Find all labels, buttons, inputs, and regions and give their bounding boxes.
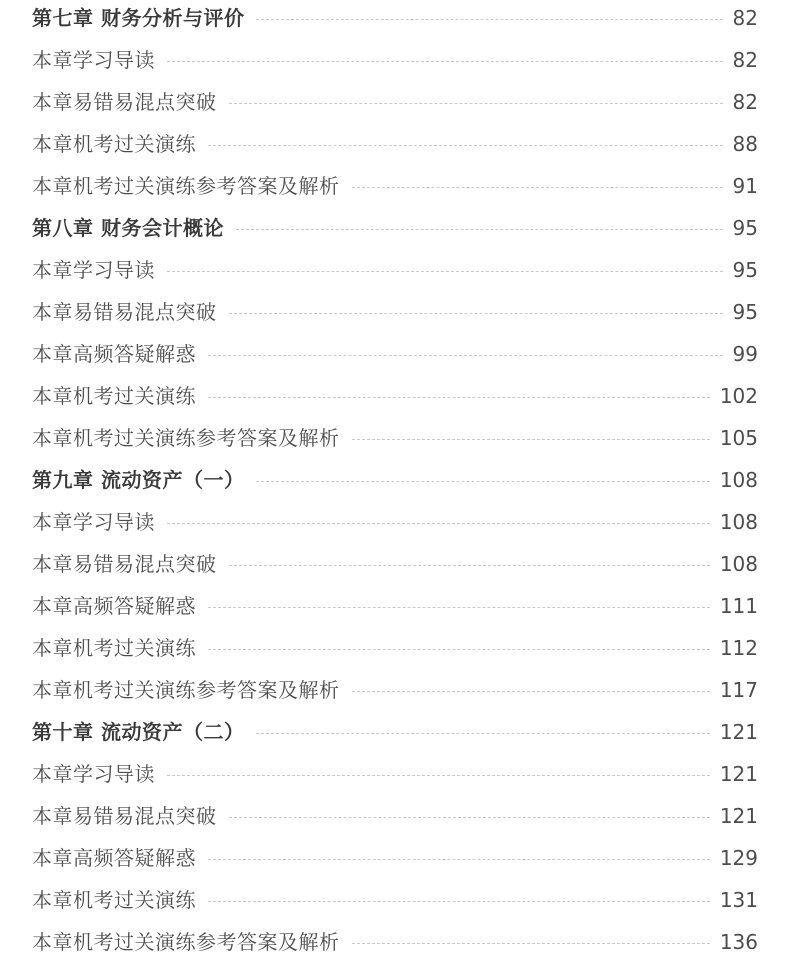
page-number: 95 — [732, 300, 758, 324]
page-number: 131 — [719, 888, 758, 912]
section-title: 本章易错易混点突破 — [32, 90, 217, 114]
toc-section-row[interactable] — [32, 543, 758, 585]
toc-section-row[interactable] — [32, 837, 758, 879]
page-number: 111 — [719, 594, 758, 618]
section-title: 本章机考过关演练参考答案及解析 — [32, 678, 340, 702]
toc-chapter-row[interactable] — [32, 207, 758, 249]
section-title: 本章易错易混点突破 — [32, 300, 217, 324]
section-title: 本章学习导读 — [32, 258, 155, 282]
page-number: 108 — [719, 552, 758, 576]
page-number: 99 — [732, 342, 758, 366]
toc-list — [32, 0, 758, 963]
dot-leader — [352, 943, 710, 944]
dot-leader — [352, 691, 710, 692]
dot-leader — [229, 817, 710, 818]
toc-section-row[interactable] — [32, 291, 758, 333]
section-title: 本章易错易混点突破 — [32, 552, 217, 576]
dot-leader — [167, 523, 710, 524]
toc-section-row[interactable] — [32, 795, 758, 837]
section-title: 本章机考过关演练 — [32, 888, 196, 912]
toc-section-row[interactable] — [32, 375, 758, 417]
toc-section-row[interactable] — [32, 123, 758, 165]
dot-leader — [229, 313, 723, 314]
page-number: 121 — [719, 720, 758, 744]
chapter-title: 第七章 财务分析与评价 — [32, 6, 245, 30]
dot-leader — [256, 733, 709, 734]
section-title: 本章高频答疑解惑 — [32, 594, 196, 618]
dot-leader — [208, 859, 710, 860]
dot-leader — [208, 397, 710, 398]
chapter-title: 第九章 流动资产（一） — [32, 468, 245, 492]
dot-leader — [256, 19, 722, 20]
toc-section-row[interactable] — [32, 417, 758, 459]
page-number: 82 — [732, 6, 758, 30]
page-number: 121 — [719, 762, 758, 786]
toc-section-row[interactable] — [32, 81, 758, 123]
page-number: 82 — [732, 48, 758, 72]
toc-section-row[interactable] — [32, 879, 758, 921]
page-number: 136 — [719, 930, 758, 954]
dot-leader — [208, 901, 710, 902]
toc-section-row[interactable] — [32, 333, 758, 375]
toc-chapter-row[interactable] — [32, 0, 758, 39]
section-title: 本章学习导读 — [32, 762, 155, 786]
toc-section-row[interactable] — [32, 627, 758, 669]
toc-section-row[interactable] — [32, 501, 758, 543]
dot-leader — [352, 187, 723, 188]
dot-leader — [167, 271, 723, 272]
dot-leader — [352, 439, 710, 440]
section-title: 本章机考过关演练 — [32, 636, 196, 660]
dot-leader — [208, 649, 710, 650]
toc-section-row[interactable] — [32, 753, 758, 795]
toc-section-row[interactable] — [32, 165, 758, 207]
page-number: 105 — [719, 426, 758, 450]
dot-leader — [256, 481, 709, 482]
dot-leader — [236, 229, 723, 230]
page-number: 91 — [732, 174, 758, 198]
section-title: 本章机考过关演练 — [32, 132, 196, 156]
page-number: 95 — [732, 216, 758, 240]
dot-leader — [208, 145, 723, 146]
dot-leader — [167, 61, 723, 62]
page-number: 117 — [719, 678, 758, 702]
section-title: 本章机考过关演练 — [32, 384, 196, 408]
toc-chapter-row[interactable] — [32, 711, 758, 753]
section-title: 本章高频答疑解惑 — [32, 846, 196, 870]
toc-section-row[interactable] — [32, 585, 758, 627]
toc-section-row[interactable] — [32, 249, 758, 291]
toc-chapter-row[interactable] — [32, 459, 758, 501]
section-title: 本章学习导读 — [32, 48, 155, 72]
page-number: 82 — [732, 90, 758, 114]
page-number: 102 — [719, 384, 758, 408]
dot-leader — [229, 565, 710, 566]
page-number: 129 — [719, 846, 758, 870]
dot-leader — [208, 607, 710, 608]
chapter-title: 第十章 流动资产（二） — [32, 720, 245, 744]
toc-section-row[interactable] — [32, 39, 758, 81]
toc-section-row[interactable] — [32, 921, 758, 963]
page-number: 95 — [732, 258, 758, 282]
section-title: 本章高频答疑解惑 — [32, 342, 196, 366]
page-number: 88 — [732, 132, 758, 156]
section-title: 本章机考过关演练参考答案及解析 — [32, 930, 340, 954]
section-title: 本章学习导读 — [32, 510, 155, 534]
dot-leader — [229, 103, 723, 104]
toc-section-row[interactable] — [32, 669, 758, 711]
page-number: 108 — [719, 468, 758, 492]
section-title: 本章机考过关演练参考答案及解析 — [32, 426, 340, 450]
chapter-title: 第八章 财务会计概论 — [32, 216, 224, 240]
page-number: 108 — [719, 510, 758, 534]
dot-leader — [208, 355, 723, 356]
page-number: 121 — [719, 804, 758, 828]
page-number: 112 — [719, 636, 758, 660]
dot-leader — [167, 775, 710, 776]
section-title: 本章机考过关演练参考答案及解析 — [32, 174, 340, 198]
section-title: 本章易错易混点突破 — [32, 804, 217, 828]
